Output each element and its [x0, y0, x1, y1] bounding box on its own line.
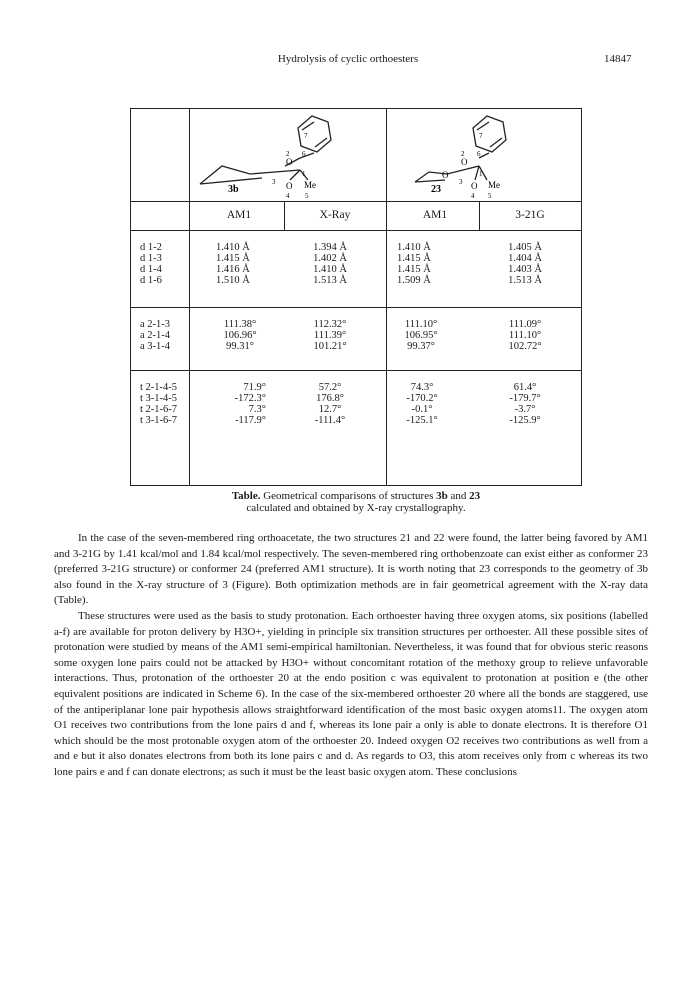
table-cell: 106.96° [223, 330, 257, 341]
atom-label: Me [488, 180, 500, 190]
table-cell: 1.415 Å [397, 253, 431, 264]
table-cell: 1.394 Å [313, 242, 347, 253]
table-cell: 1.410 Å [216, 242, 250, 253]
caption-lead: Table. [231, 490, 261, 502]
structure-label: 3b [228, 184, 239, 195]
table-cell: 7.3° [248, 404, 266, 415]
running-title: Hydrolysis of cyclic orthoesters [277, 53, 419, 65]
atom-label: O [461, 157, 468, 167]
table-cell: 61.4° [513, 382, 537, 393]
table-cell: 1.402 Å [313, 253, 347, 264]
table-cell: 102.72° [508, 341, 542, 352]
atom-label: 3 [459, 178, 463, 186]
table-cell: -125.9° [509, 415, 541, 426]
table-cell: 101.21° [313, 341, 347, 352]
row-label: a 3-1-4 [140, 341, 171, 352]
table-rule-horizontal [130, 307, 582, 308]
atom-label: 2 [286, 150, 290, 158]
column-header: AM1 [422, 209, 448, 221]
table-cell: 99.37° [407, 341, 435, 352]
column-header: 3-21G [515, 209, 545, 221]
atom-label: 7 [304, 132, 308, 140]
table-cell: -179.7° [509, 393, 541, 404]
table-cell: -172.3° [234, 393, 266, 404]
table-cell: 71.9° [243, 382, 266, 393]
atom-label: 6 [302, 150, 306, 158]
column-header: X-Ray [319, 209, 351, 221]
table-cell: 57.2° [318, 382, 342, 393]
table-cell: 111.10° [404, 319, 438, 330]
atom-label: O [471, 181, 478, 191]
table-cell: 111.39° [313, 330, 347, 341]
table-cell: -0.1° [411, 404, 433, 415]
table-cell: 111.38° [223, 319, 257, 330]
caption-text: Geometrical comparisons of structures [260, 490, 437, 502]
table-cell: 1.403 Å [508, 264, 542, 275]
table-cell: 1.410 Å [397, 242, 431, 253]
structure-label: 23 [431, 184, 441, 195]
table-cell: 1.513 Å [313, 275, 347, 286]
column-header: AM1 [226, 209, 252, 221]
table-cell: 99.31° [226, 341, 254, 352]
table-rule-horizontal [130, 201, 582, 202]
paragraph: These structures were used as the basis to study protonation. Each orthoester having three oxygen atoms, six positions (labelled a-f) are available for proton delivery by H3O+, yielding in principle six transition structures per orthoester. All these possible sites of protonation were studied by means of the AM1 semi-empirical hamiltonian. Nevertheless, it was found that for obvious steric reasons some oxygen lone pairs could not be attacked by H3O+ without concomitant rotation of the methoxy group to relieve unfavorable interactions. Thus, protonation of the orthoester 20 at the endo position c was equivalent to protonation at position e (the other equivalent positions are indicated in Scheme 6). In the case of the six-membered orthoester 20 where all the bonds are staggered, use of the antiperiplanar lone pair hypothesis allows straightforward identification of the most basic oxygen atoms11. The oxygen atom O1 receives two contributions from the lone pairs d and f, whereas its lone pair a only is able to donate electrons. It is therefore O1 which should be the most protonable oxygen atom of the orthoester 20. Indeed oxygen O2 receives two contributions as well from a and e but it also donates electrons from both its lone pairs c and d. As regards to O3, this atom receives only from c whereas its two lone pairs e and f can donate electrons; as such it must be the least basic oxygen atom. These conclusions [54, 609, 648, 778]
table-cell: 1.510 Å [216, 275, 250, 286]
row-label: d 1-2 [140, 242, 162, 253]
row-label: d 1-6 [140, 275, 162, 286]
atom-label: 1 [479, 170, 483, 178]
table-cell: -170.2° [406, 393, 438, 404]
table-cell: 1.415 Å [216, 253, 250, 264]
caption-line-2: calculated and obtained by X-ray crystallography. [246, 502, 466, 514]
table-rule-horizontal [130, 370, 582, 371]
row-label: t 2-1-6-7 [140, 404, 178, 415]
caption-structure-ref: 3b [436, 490, 448, 502]
atom-label: O [442, 170, 449, 180]
table-cell: 1.513 Å [508, 275, 542, 286]
atom-label: 2 [461, 150, 465, 158]
table-cell: 1.415 Å [397, 264, 431, 275]
row-label: t 3-1-4-5 [140, 393, 178, 404]
table-cell: 111.10° [508, 330, 542, 341]
table-cell: -117.9° [235, 415, 266, 426]
atom-label: O [286, 157, 293, 167]
atom-label: Me [304, 180, 316, 190]
atom-label: 1 [302, 170, 306, 178]
body-text [54, 531, 648, 781]
atom-label: 6 [477, 150, 481, 158]
table-rule-horizontal [130, 230, 582, 231]
atom-label: 4 [471, 192, 475, 200]
table-cell: 106.95° [404, 330, 438, 341]
atom-label: 5 [488, 192, 492, 200]
table-cell: -125.1° [406, 415, 438, 426]
row-label: a 2-1-4 [140, 330, 171, 341]
table-cell: 1.410 Å [313, 264, 347, 275]
table-cell: 1.404 Å [508, 253, 542, 264]
row-label: d 1-3 [140, 253, 162, 264]
row-label: d 1-4 [140, 264, 162, 275]
page-number: 14847 [604, 53, 632, 65]
atom-label: 4 [286, 192, 290, 200]
table-cell: -3.7° [514, 404, 536, 415]
table-cell: 111.09° [508, 319, 542, 330]
atom-label: O [286, 181, 293, 191]
structure-3b [190, 110, 386, 200]
table-cell: 1.509 Å [397, 275, 431, 286]
table-cell: 176.8° [316, 393, 344, 404]
caption-text: and [447, 490, 470, 502]
atom-label: 7 [479, 132, 483, 140]
caption-structure-ref: 23 [469, 490, 481, 502]
table-cell: 1.405 Å [508, 242, 542, 253]
table-cell: 112.32° [313, 319, 347, 330]
table-cell: 1.416 Å [216, 264, 250, 275]
table-caption [130, 490, 582, 514]
table-cell: 12.7° [318, 404, 342, 415]
atom-label: 5 [305, 192, 309, 200]
structure-23 [387, 110, 581, 200]
table-cell: 74.3° [410, 382, 434, 393]
paragraph: In the case of the seven-membered ring orthoacetate, the two structures 21 and 22 were found, the latter being favored by AM1 and 3-21G by 1.41 kcal/mol and 1.84 kcal/mol respectively. The seven-membered ring orthobenzoate can exist either as conformer 23 (preferred 3-21G structure) or conformer 24 (preferred AM1 structure). It is worth noting that 23 corresponds to the geometry of 3b also found in the X-ray structure of 3 (Figure). Both optimization methods are in fair geometrical agreement with the X-ray data (Table). [54, 532, 648, 607]
atom-label: 3 [272, 178, 276, 186]
row-label: t 3-1-6-7 [140, 415, 178, 426]
table-cell: -111.4° [314, 415, 346, 426]
row-label: t 2-1-4-5 [140, 382, 178, 393]
row-label: a 2-1-3 [140, 319, 171, 330]
